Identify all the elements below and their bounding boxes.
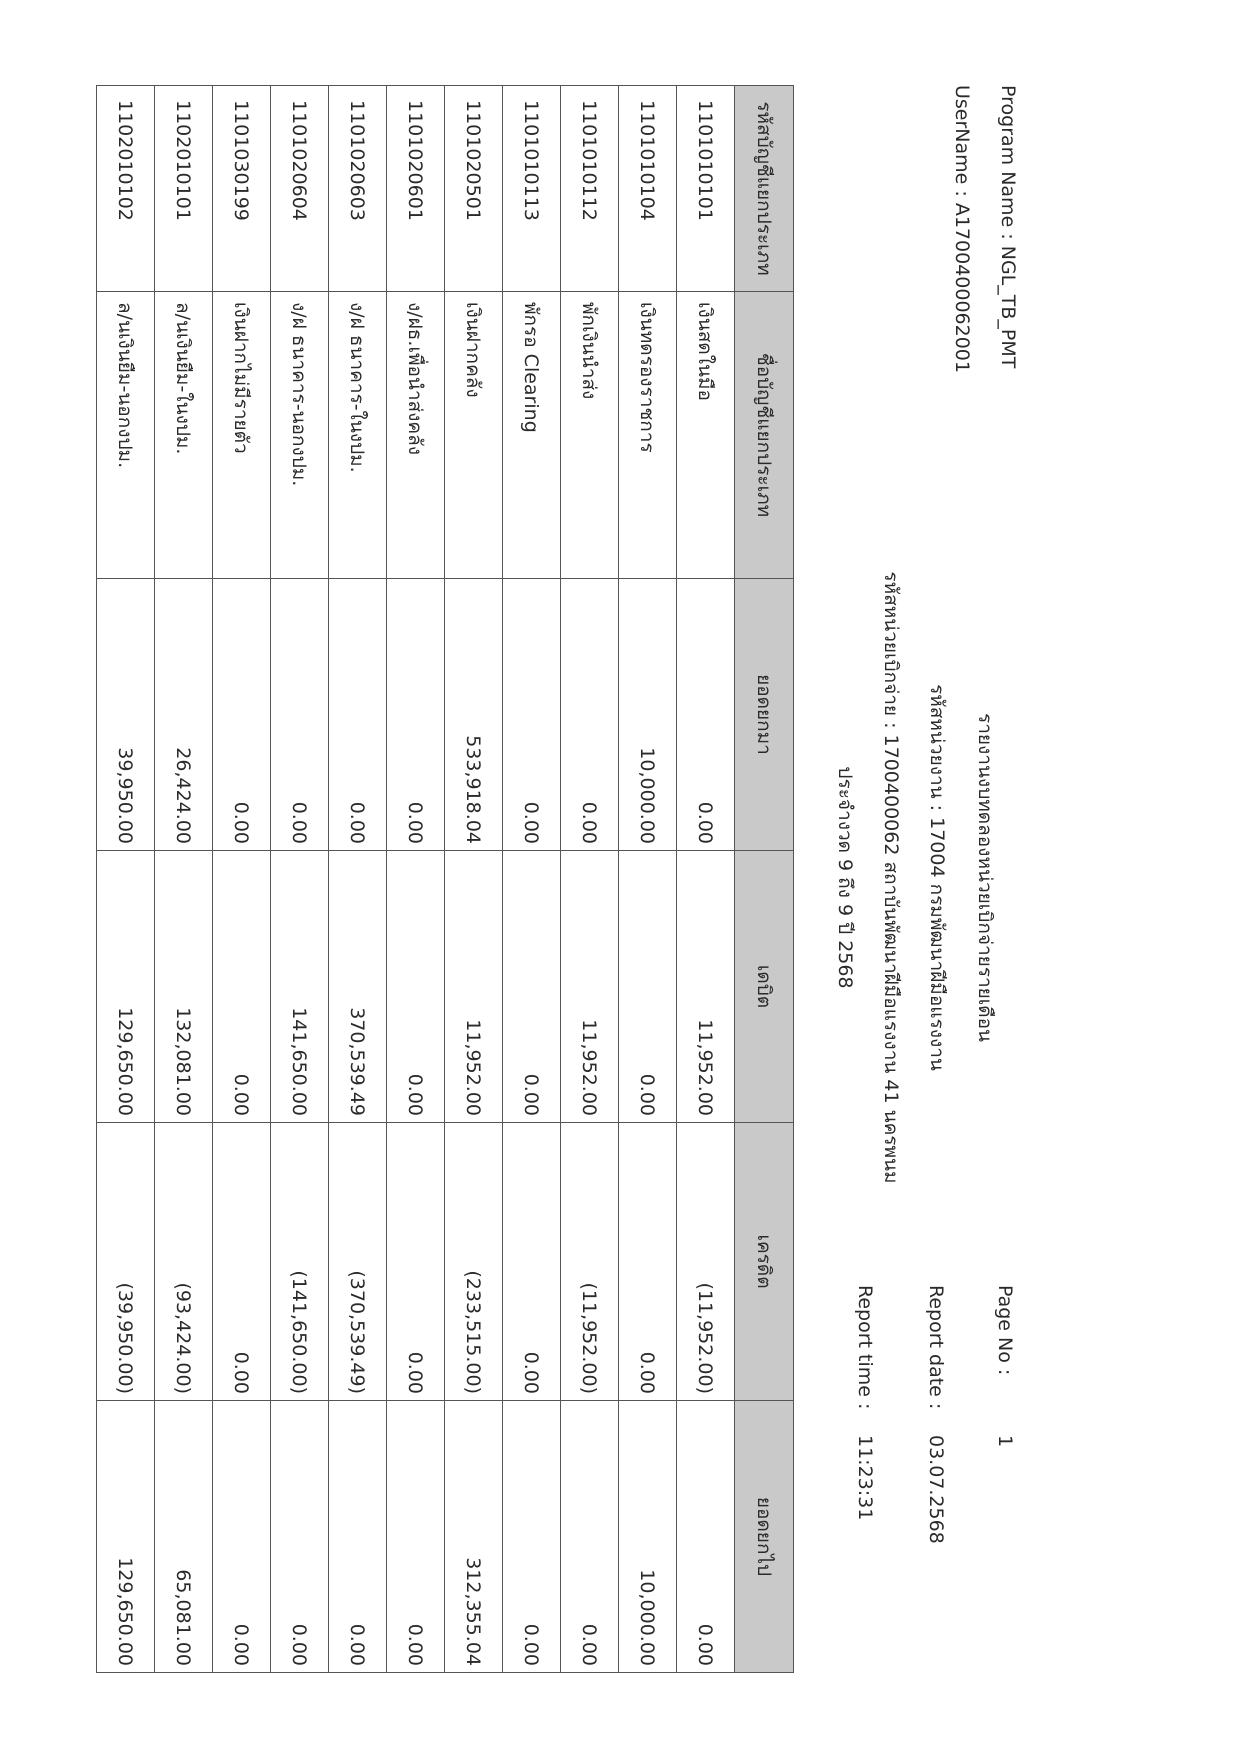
column-header-credit: เครดิต [735,1123,794,1401]
account-code-cell: 1101010112 [561,86,619,292]
debit-cell: 370,539.49 [329,851,387,1123]
account-code-cell: 1101020603 [329,86,387,292]
opening-balance-cell: 0.00 [503,579,561,851]
opening-balance-cell: 0.00 [213,579,271,851]
debit-cell: 0.00 [503,851,561,1123]
debit-cell: 129,650.00 [97,851,155,1123]
opening-balance-cell: 39,950.00 [97,579,155,851]
account-code-cell: 1101010113 [503,86,561,292]
opening-balance-cell: 0.00 [329,579,387,851]
closing-balance-cell: 0.00 [677,1401,735,1673]
closing-balance-cell: 65,081.00 [155,1401,213,1673]
report-date-value: 03.07.2568 [925,1435,947,1544]
user-name: UserName : A170040006200​1 [951,85,973,373]
credit-cell: (233,515.00) [445,1123,503,1401]
closing-balance-cell: 312,355.04 [445,1401,503,1673]
opening-balance-cell: 26,424.00 [155,579,213,851]
credit-cell: 0.00 [213,1123,271,1401]
credit-cell: 0.00 [503,1123,561,1401]
closing-balance-cell: 0.00 [213,1401,271,1673]
table-row [213,86,271,1673]
table-row [561,86,619,1673]
account-name-cell: เงินทดรองราชการ [619,292,677,579]
credit-cell: 0.00 [619,1123,677,1401]
column-header-closing-balance: ยอดยกไป [735,1401,794,1673]
table-row [619,86,677,1673]
table-row [677,86,735,1673]
table-row [155,86,213,1673]
column-header-opening-balance: ยอดยกมา [735,579,794,851]
account-name-cell: ง/ฝธ.เพื่อนำส่งคลัง [387,292,445,579]
opening-balance-cell: 533,918.04 [445,579,503,851]
report-date-label: Report date : [925,1285,947,1410]
debit-cell: 141,650.00 [271,851,329,1123]
credit-cell: (11,952.00) [677,1123,735,1401]
account-code-cell: 1102010101 [155,86,213,292]
debit-cell: 0.00 [213,851,271,1123]
page-no-value: 1 [994,1435,1016,1448]
disbursement-unit: รหัสหน่วยเบิกจ่าย : 1700400062 สถาบันพัฒนาฝีมือแรงงาน 41 นครพนม [880,571,902,1184]
closing-balance-cell: 0.00 [503,1401,561,1673]
table-row [503,86,561,1673]
debit-cell: 132,081.00 [155,851,213,1123]
credit-cell: (141,650.00) [271,1123,329,1401]
account-name-cell: ล/นเงินยืม-นอกงปม. [97,292,155,579]
account-code-cell: 1101020501 [445,86,503,292]
opening-balance-cell: 0.00 [677,579,735,851]
credit-cell: 0.00 [387,1123,445,1401]
report-time-label: Report time : [854,1285,876,1410]
account-name-cell: เงินฝากไม่มีรายตัว [213,292,271,579]
account-code-cell: 1101010101 [677,86,735,292]
account-name-cell: ง/ฝ ธนาคาร-นอกงปม. [271,292,329,579]
debit-cell: 11,952.00 [677,851,735,1123]
report-time-value: 11:23:31 [854,1435,876,1521]
account-name-cell: เงินฝากคลัง [445,292,503,579]
trial-balance-table [96,85,794,1673]
table-row [271,86,329,1673]
account-code-cell: 1101030199 [213,86,271,292]
debit-cell: 11,952.00 [561,851,619,1123]
table-row [445,86,503,1673]
column-header-account-name: ชื่อบัญชีแยกประเภท [735,292,794,579]
account-name-cell: ง/ฝ ธนาคาร-ในงปม. [329,292,387,579]
credit-cell: (39,950.00) [97,1123,155,1401]
account-name-cell: พักเงินนำส่ง [561,292,619,579]
program-name: Program Name : NGL_TB_PMT [997,85,1019,369]
table-row [329,86,387,1673]
table-row [97,86,155,1673]
opening-balance-cell: 0.00 [271,579,329,851]
report-title: รายงานงบทดลองหน่วยเบิกจ่ายรายเดือน [974,712,996,1043]
closing-balance-cell: 0.00 [561,1401,619,1673]
opening-balance-cell: 10,000.00 [619,579,677,851]
debit-cell: 0.00 [619,851,677,1123]
closing-balance-cell: 0.00 [387,1401,445,1673]
debit-cell: 11,952.00 [445,851,503,1123]
table-row [387,86,445,1673]
credit-cell: (370,539.49) [329,1123,387,1401]
account-code-cell: 1101020601 [387,86,445,292]
account-code-cell: 1101010104 [619,86,677,292]
credit-cell: (11,952.00) [561,1123,619,1401]
credit-cell: (93,424.00) [155,1123,213,1401]
table-header-row [735,86,794,1673]
report-period: ประจำงวด 9 ถึง 9 ปี 2568 [834,766,856,989]
opening-balance-cell: 0.00 [387,579,445,851]
account-name-cell: เงินสดในมือ [677,292,735,579]
account-name-cell: ล/นเงินยืม-ในงปม. [155,292,213,579]
closing-balance-cell: 0.00 [271,1401,329,1673]
account-code-cell: 1101020604 [271,86,329,292]
column-header-account-code: รหัสบัญชีแยกประเภท [735,86,794,292]
page-no-label: Page No : [994,1285,1016,1376]
account-name-cell: พักรอ Clearing [503,292,561,579]
closing-balance-cell: 0.00 [329,1401,387,1673]
closing-balance-cell: 10,000.00 [619,1401,677,1673]
agency-unit: รหัสหน่วยงาน : 17004 กรมพัฒนาฝีมือแรงงาน [926,684,948,1071]
account-code-cell: 1102010102 [97,86,155,292]
opening-balance-cell: 0.00 [561,579,619,851]
closing-balance-cell: 129,650.00 [97,1401,155,1673]
column-header-debit: เดบิต [735,851,794,1123]
debit-cell: 0.00 [387,851,445,1123]
